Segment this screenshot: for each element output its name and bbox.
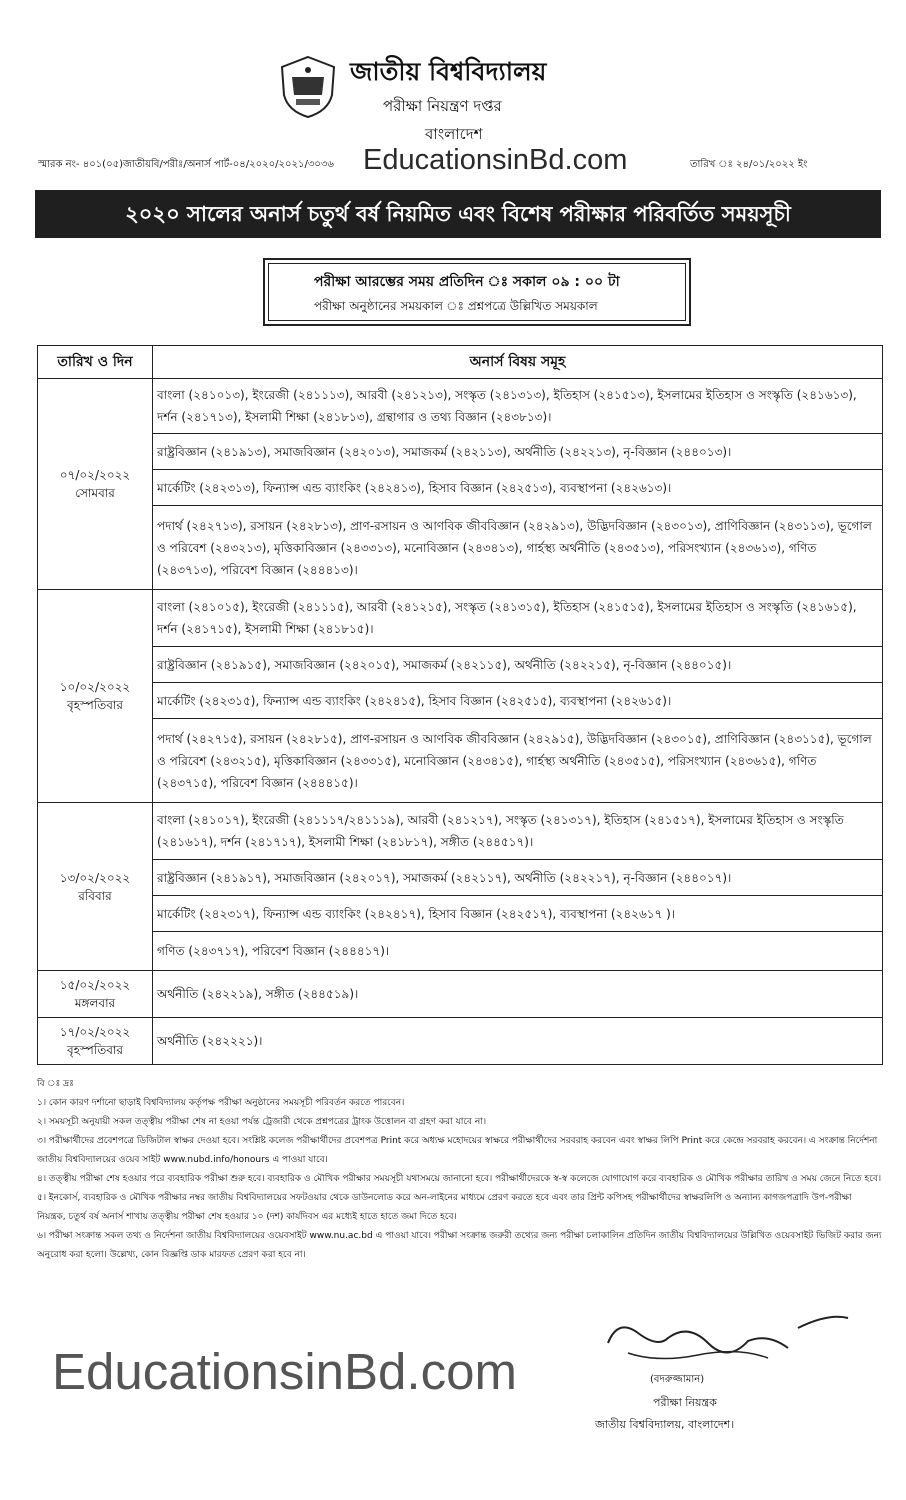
note-item: ৪। তত্ত্বীয় পরীক্ষা শেষ হওয়ার পরে ব্যবহারিক পরীক্ষা শুরু হবে। ব্যবহারিক ও মৌখিক পরীক্ষার সময়সূচী যথাসময়ে জানানো হবে। পরীক্ষার্থীদেরকে স্ব-স্ব কলেজে যোগাযোগ করে ব্যবহারিক ও মৌখিক পরীক্ষার তারিখ ও সময় জেনে নিতে হবে। [37,1174,882,1184]
exam-date: ১০/০২/২০২২ [59,680,131,694]
page-title: ২০২০ সালের অনার্স চতুর্থ বর্ষ নিয়মিত এবং বিশেষ পরীক্ষার পরিবর্তিত সময়সূচী [35,190,881,238]
date-cell [38,1018,153,1064]
exam-date: ১৫/০২/২০২২ [59,978,131,992]
subject-row: মার্কেটিং (২৪২৩১৫), ফিন্যান্স এন্ড ব্যাংকিং (২৪২৪১৫), হিসাব বিজ্ঞান (২৪২৫১৫), ব্যবস্থাপনা (২৪২৬১৫)। [153,683,882,719]
notes-heading: বি ঃ দ্রঃ [37,1079,74,1089]
memo-number: স্মারক নং- ৪০১(০৫)জাতীয়বি/পরীঃ/অনার্স পার্ট-০৪/২০২০/২০২১/৩০৩৬ [38,159,334,170]
subject-row: বাংলা (২৪১০১৩), ইংরেজী (২৪১১১৩), আরবী (২৪১২১৩), সংস্কৃত (২৪১৩১৩), ইতিহাস (২৪১৫১৩), ইসলামের ইতিহাস ও সংস্কৃতি (২৪১৬১৩), দর্শন (২৪১৭১৩), ইসলামী শিক্ষা (২৪১৮১৩), গ্রন্থাগার ও তথ্য বিজ্ঞান (২৪৩৮১৩)। [153,379,882,434]
schedule-table [37,345,883,1065]
date-cell [38,379,153,589]
exam-date: ১৩/০২/২০২২ [59,870,131,885]
university-name: জাতীয় বিশ্ববিদ্যালয় [350,57,547,86]
exam-day: বৃহস্পতিবার [67,1043,123,1057]
subject-row: মার্কেটিং (২৪২৩১৩), ফিন্যান্স এন্ড ব্যাংকিং (২৪২৪১৩), হিসাব বিজ্ঞান (২৪২৫১৩), ব্যবস্থাপনা (২৪২৬১৩)। [153,470,882,506]
exam-day-group [38,971,882,1018]
exam-date: ১৭/০২/২০২২ [59,1025,131,1039]
signatory-organization: জাতীয় বিশ্ববিদ্যালয়, বাংলাদেশ। [595,1418,735,1431]
subject-row: রাষ্ট্রবিজ্ঞান (২৪১৯১৩), সমাজবিজ্ঞান (২৪২০১৩), সমাজকর্ম (২৪২১১৩), অর্থনীতি (২৪২২১৩), নৃ-বিজ্ঞান (২৪৪০১৩)। [153,434,882,470]
watermark-bottom: EducationsinBd.com [52,1343,517,1400]
country-name: বাংলাদেশ [425,125,483,143]
exam-day: মঙ্গলবার [74,996,116,1010]
date-cell [38,803,153,970]
exam-day: রবিবার [78,888,112,903]
date-cell [38,590,153,802]
subject-row: পদার্থ (২৪২৭১৩), রসায়ন (২৪২৮১৩), প্রাণ-রসায়ন ও আণবিক জীববিজ্ঞান (২৪২৯১৩), উদ্ভিদবিজ্ঞান (২৪৩০১৩), প্রাণিবিজ্ঞান (২৪৩১১৩), ভূগোল ও পরিবেশ (২৪৩২১৩), মৃত্তিকাবিজ্ঞান (২৪৩৩১৩), মনোবিজ্ঞান (২৪৩৪১৩), গার্হস্থ্য অর্থনীতি (২৪৩৫১৩), পরিসংখ্যান (২৪৩৬১৩), গণিত (২৪৩৭১৩), পরিবেশ বিজ্ঞান (২৪৪৪১৩)। [157,518,872,577]
exam-day-group [38,590,882,803]
exam-start-time: পরীক্ষা আরম্ভের সময় প্রতিদিন ঃ সকাল ০৯ : ০০ টা [314,274,620,290]
subject-row: অর্থনীতি (২৪২২১৯), সঙ্গীত (২৪৪৫১৯)। [157,987,359,1001]
note-item: ১। কোন কারণ দর্শানো ছাড়াই বিশ্ববিদ্যালয় কর্তৃপক্ষ পরীক্ষা অনুষ্ঠানের সময়সূচী পরিবর্তন করতে পারবেন। [37,1098,405,1108]
signatory-designation: পরীক্ষা নিয়ন্ত্রক [653,1396,717,1409]
date-cell [38,971,153,1017]
subject-row: পদার্থ (২৪২৭১৫), রসায়ন (২৪২৮১৫), প্রাণ-রসায়ন ও আণবিক জীববিজ্ঞান (২৪২৯১৫), উদ্ভিদবিজ্ঞান (২৪৩০১৫), প্রাণিবিজ্ঞান (২৪৩১১৫), ভূগোল ও পরিবেশ (২৪৩২১৫), মৃত্তিকাবিজ্ঞান (২৪৩৩১৫), মনোবিজ্ঞান (২৪৩৪১৫), গার্হস্থ্য অর্থনীতি (২৪৩৫১৫), পরিসংখ্যান (২৪৩৬১৫), গণিত (২৪৩৭১৫), পরিবেশ বিজ্ঞান (২৪৪৪১৫)। [157,731,872,790]
university-seal-icon [278,55,338,119]
watermark-top: EducationsinBd.com [363,144,628,176]
subject-row: মার্কেটিং (২৪২৩১৭), ফিন্যান্স এন্ড ব্যাংকিং (২৪২৪১৭), হিসাব বিজ্ঞান (২৪২৫১৭), ব্যবস্থাপনা (২৪২৬১৭ )। [153,896,882,932]
subject-row: রাষ্ট্রবিজ্ঞান (২৪১৯১৭), সমাজবিজ্ঞান (২৪২০১৭), সমাজকর্ম (২৪২১১৭), অর্থনীতি (২৪২২১৭), নৃ-বিজ্ঞান (২৪৪০১৭)। [153,860,882,896]
subject-row: বাংলা (২৪১০১৫), ইংরেজী (২৪১১১৫), আরবী (২৪১২১৫), সংস্কৃত (২৪১৩১৫), ইতিহাস (২৪১৫১৫), ইসলামের ইতিহাস ও সংস্কৃতি (২৪১৬১৫), দর্শন (২৪১৭১৫), ইসলামী শিক্ষা (২৪১৮১৫)। [153,590,882,647]
column-header-subjects: অনার্স বিষয় সমূহ [469,354,566,370]
signature-scribble [598,1303,858,1383]
document-date: তারিখ ঃ ২৪/০১/২০২২ ইং [690,159,808,170]
subject-row: গণিত (২৪৩৭১৭), পরিবেশ বিজ্ঞান (২৪৪৪১৭)। [157,944,390,958]
subject-row: অর্থনীতি (২৪২২২১)। [157,1034,263,1048]
exam-day-group [38,1018,882,1064]
exam-day: বৃহস্পতিবার [67,698,123,712]
column-header-date: তারিখ ও দিন [38,346,153,378]
note-item: ৬। পরীক্ষা সংক্রান্ত সকল তথ্য ও নির্দেশনা জাতীয় বিশ্ববিদ্যালয়ের ওয়েবসাইট www.nu.ac.bd এ পাওয়া যাবে। পরীক্ষা সংক্রান্ত জরুরী তথ্যের জন্য পরীক্ষা চলাকালিন প্রতিদিন জাতীয় বিশ্ববিদ্যালয়ের উল্লিখিত ওয়েবসাইট ভিজিট করার জন্য অনুরোধ করা হলো। উল্লেখ্য, কোন বিজ্ঞপ্তি ডাক মারফত প্রেরণ করা হবে না। [37,1231,882,1260]
signatory-name: (বদরুজ্জামান) [650,1374,705,1385]
exam-day: সোমবার [75,486,115,500]
timing-box [263,258,691,326]
office-name: পরীক্ষা নিয়ন্ত্রণ দপ্তর [383,97,502,115]
exam-date: ০৭/০২/২০২২ [59,468,131,482]
note-item: ৫। ইনকোর্স, ব্যবহারিক ও মৌখিক পরীক্ষার নম্বর জাতীয় বিশ্ববিদ্যালয়ের সফটওয়ার থেকে ডাউনলোড করে অন-লাইনের মাধ্যমে প্রেরণ করতে হবে এবং তার প্রিন্ট কপিসহ পরীক্ষার্থীদের স্বাক্ষরলিপি ও অন্যান্য কাগজপত্রাদি উপ-পরীক্ষা নিয়ন্ত্রক, চতুর্থ বর্ষ অনার্স শাখায় তত্ত্বীয় পরীক্ষা শেষ হওয়ার ১০ (দশ) কার্যদিবস এর মধ্যেই হাতে হাতে জমা দিতে হবে। [37,1193,852,1222]
note-item: ৩। পরীক্ষার্থীদের প্রবেশপত্রে ডিজিটাল স্বাক্ষর দেওয়া হবে। সংশ্লিষ্ট কলেজ পরীক্ষার্থীদের প্রবেশপত্র Print করে অধ্যক্ষ মহোদয়ের স্বাক্ষরে পরীক্ষার্থীদের সরবরাহ করবেন এবং স্বাক্ষর লিপি Print করে কেন্দ্রে সরবরাহ করবেন। এ সংক্রান্ত নির্দেশনা জাতীয় বিশ্ববিদ্যালয়ের ওয়েব সাইট www.nubd.info/honours এ পাওয়া যাবে। [37,1136,878,1165]
note-item: ২। সময়সূচী অনুযায়ী সকল তত্ত্বীয় পরীক্ষা শেষ না হওয়া পর্যন্ত ট্রেজারী থেকে প্রশ্নপত্রের ট্রাংক উত্তোলন বা গ্রহণ করা যাবে না। [37,1117,487,1127]
notes-section [37,1075,883,1265]
exam-day-group [38,803,882,971]
exam-day-group [38,379,882,590]
subject-row: বাংলা (২৪১০১৭), ইংরেজী (২৪১১১৭/২৪১১১৯), আরবী (২৪১২১৭), সংস্কৃত (২৪১৩১৭), ইতিহাস (২৪১৫১৭), ইসলামের ইতিহাস ও সংস্কৃতি (২৪১৬১৭), দর্শন (২৪১৭১৭), ইসলামী শিক্ষা (২৪১৮১৭), সঙ্গীত (২৪৪৫১৭)। [153,803,882,860]
subject-row: রাষ্ট্রবিজ্ঞান (২৪১৯১৫), সমাজবিজ্ঞান (২৪২০১৫), সমাজকর্ম (২৪২১১৫), অর্থনীতি (২৪২২১৫), নৃ-বিজ্ঞান (২৪৪০১৫)। [153,647,882,683]
table-header [38,346,882,379]
exam-duration: পরীক্ষা অনুষ্ঠানের সময়কাল ঃ প্রশ্নপত্রে উল্লিখিত সময়কাল [314,299,598,313]
